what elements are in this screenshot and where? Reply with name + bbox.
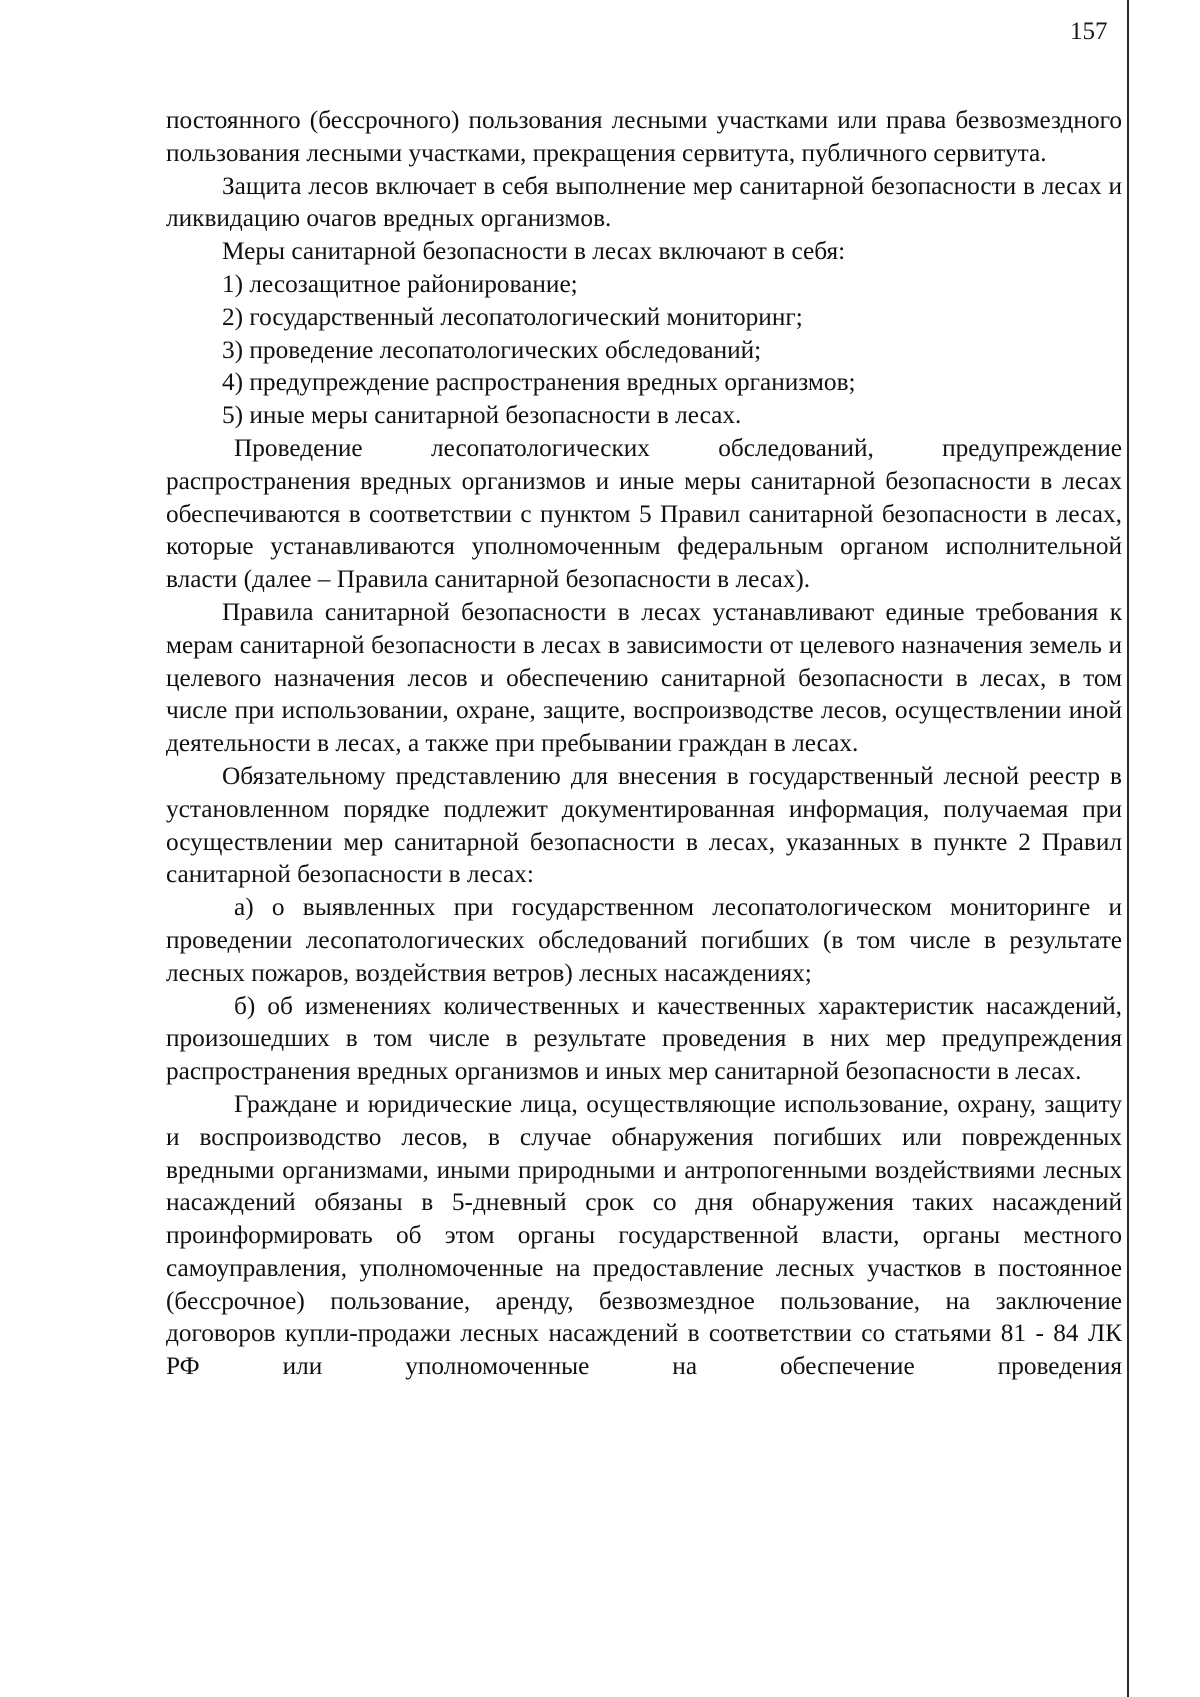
- list-item-3: 3) проведение лесопатологических обследований;: [222, 335, 762, 364]
- paragraph-rules: Правила санитарной безопасности в лесах устанавливают единые требования к мерам санитарной безопасности в лесах в зависимости от целевого назначения земель и целевого назначения лесов и обеспечению санитарной безопасности в лесах, в том числе при использовании, охране, защите, воспроизводстве лесов, осуществлении иной деятельности в лесах, а также при пребывании граждан в лесах.: [166, 597, 1122, 758]
- list-item-4: 4) предупреждение распространения вредных организмов;: [222, 368, 856, 397]
- list-item-1: 1) лесозащитное районирование;: [222, 269, 578, 298]
- document-body: [166, 104, 1122, 1383]
- list-item-5: 5) иные меры санитарной безопасности в лесах.: [222, 401, 742, 430]
- page-edge-rule: [1127, 0, 1129, 1697]
- subitem-a: а) о выявленных при государственном лесопатологическом мониторинге и проведении лесопатологических обследований погибших (в том числе в результате лесных пожаров, воздействия ветров) лесных насаждениях;: [166, 893, 1122, 987]
- paragraph-mandatory-info: Обязательному представлению для внесения в государственный лесной реестр в установленном порядке подлежит документированная информация, получаемая при осуществлении мер санитарной безопасности в лесах, указанных в пункте 2 Правил санитарной безопасности в лесах:: [166, 761, 1122, 889]
- page-number: 157: [1070, 18, 1108, 45]
- paragraph-citizens: Граждане и юридические лица, осуществляющие использование, охрану, защиту и воспроизводство лесов, в случае обнаружения погибших или поврежденных вредными организмами, иными природными и антропогенными воздействиями лесных насаждений обязаны в 5-дневный срок со дня обнаружения таких насаждений проинформировать об этом органы государственной власти, органы местного самоуправления, уполномоченные на предоставление лесных участков в постоянное (бессрочное) пользование, аренду, безвозмездное пользование, на заключение договоров купли-продажи лесных насаждений в соответствии со статьями 81 - 84 ЛК РФ или уполномоченные на обеспечение проведения: [166, 1089, 1122, 1381]
- paragraph-sanitary-measures-intro: Меры санитарной безопасности в лесах включают в себя:: [222, 237, 846, 266]
- paragraph-surveys: Проведение лесопатологических обследований, предупреждение распространения вредных организмов и иные меры санитарной безопасности в лесах обеспечиваются в соответствии с пунктом 5 Правил санитарной безопасности в лесах, которые устанавливаются уполномоченным федеральным органом исполнительной власти (далее – Правила санитарной безопасности в лесах).: [166, 433, 1122, 594]
- paragraph-forest-protection: Защита лесов включает в себя выполнение мер санитарной безопасности в лесах и ликвидацию очагов вредных организмов.: [166, 171, 1122, 233]
- list-item-2: 2) государственный лесопатологический мониторинг;: [222, 302, 803, 331]
- subitem-b: б) об изменениях количественных и качественных характеристик насаждений, произошедших в том числе в результате проведения в них мер предупреждения распространения вредных организмов и иных мер санитарной безопасности в лесах.: [166, 991, 1122, 1086]
- paragraph-continuation: постоянного (бессрочного) пользования лесными участками или права безвозмездного пользования лесными участками, прекращения сервитута, публичного сервитута.: [166, 106, 1122, 167]
